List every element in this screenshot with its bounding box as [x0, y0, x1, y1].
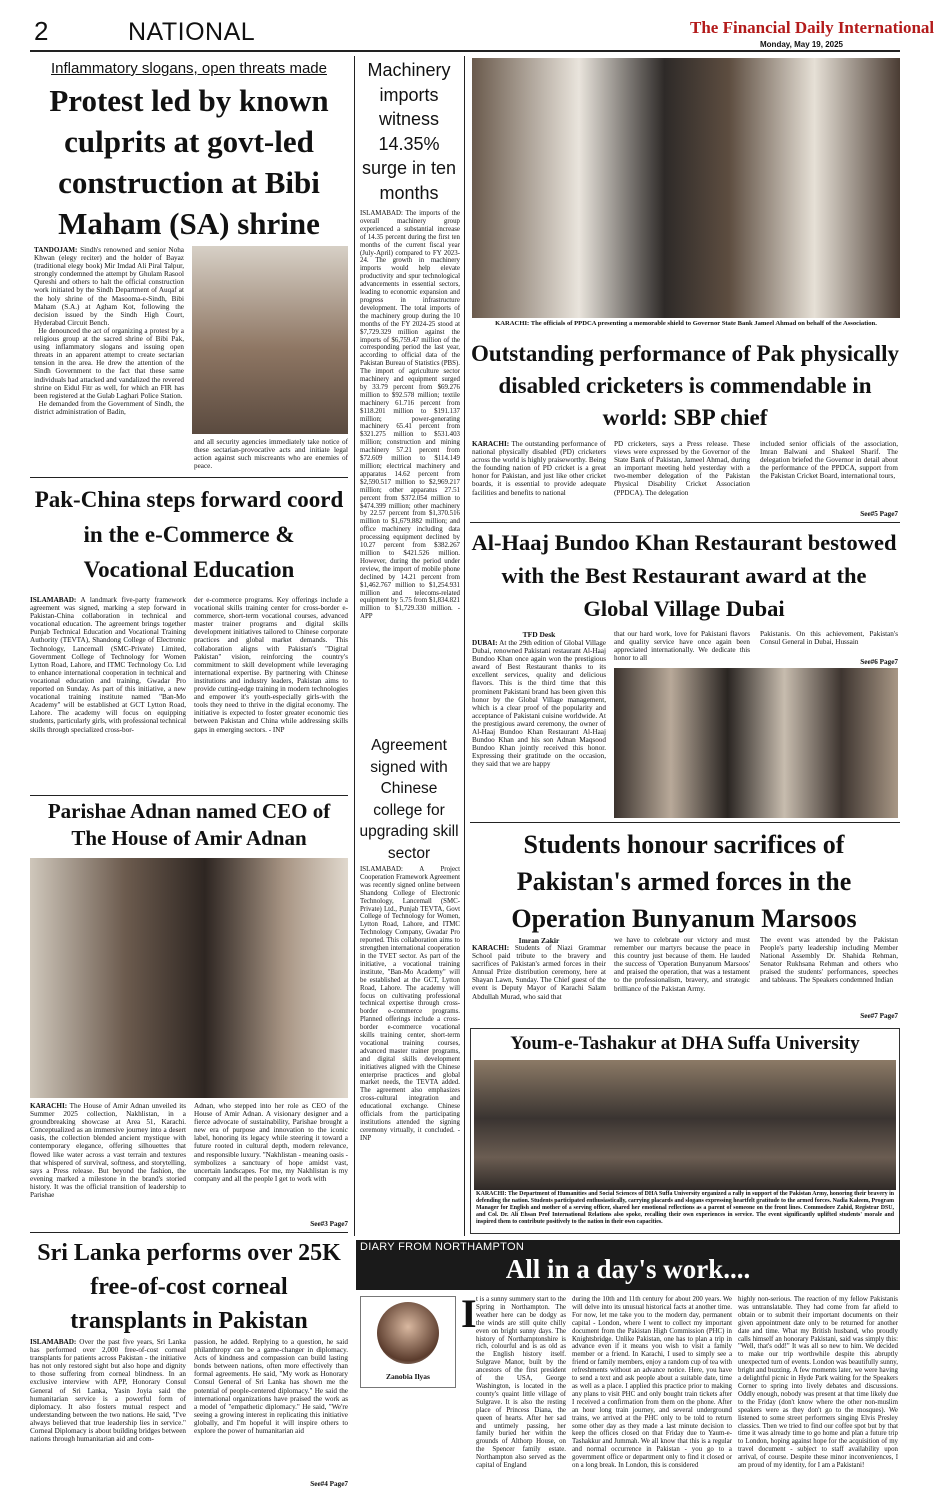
headline: Sri Lanka performs over 25K free-of-cost corneal transplants in Pakistan: [37, 1240, 341, 1334]
shield-ceremony-photo: [472, 58, 900, 318]
article-body: included senior officials of the association, Imran Balwani and Shakeel Sharif. The delegation briefed the Governor in detail about the performance of the PPDCA, support from the Pakistan Cricket Board, international tours,: [760, 440, 898, 481]
paragraph: Over the past five years, Sri Lanka has performed over 2,000 free-of-cost corneal transplants for patients across Pakistan - the initiative has not only restored sight but also hope and dignity to those suffering from corneal blindness. In an exclusive interview with APP, Honorary Consul General of Sri Lanka, Yasin Joyia said the humanitarian service is a powerful form of diplomacy. It also fosters mutual respect and understanding between the two nations. He said, "I've always believed that true leadership lies in service." Corneal Diplomacy is about building bridges between nations through humanitarian aid and com-: [30, 1338, 186, 1444]
article-body: Pakistanis. On this achievement, Pakistan's Consul General in Dubai, Hussain: [760, 630, 898, 647]
byline: Imran Zakir: [518, 936, 560, 945]
dateline: DUBAI:: [472, 639, 498, 647]
article-body: PD cricketers, says a Press release. These views were expressed by the Governor of the State Bank of Pakistan, Jameel Ahmad, during an important meeting held yesterday with a two-member delegation of the Pakistan Physical Disability Cricket Association (PPDCA). The delegation: [614, 440, 750, 497]
headline: Agreement signed with Chinese college for upgrading skill sector: [359, 737, 459, 862]
dateline: ISLAMABAD:: [30, 596, 77, 604]
paragraph: Students of Niazi Grammar School paid tribute to the bravery and sacrifices of Pakistan's armed forces in their Annual Prize distribution ceremony, here at Shayan Lawn, Sunday. The Chief guest of the event is Deputy Mayor of Karachi Salam Abdullah Murad, who said that: [472, 944, 606, 1001]
rally-group-photo: [474, 1060, 896, 1190]
article-body: [472, 639, 606, 819]
kicker: DIARY FROM NORTHAMPTON: [360, 1241, 525, 1253]
paragraph: The outstanding performance of national physically disabled (PD) cricketers across the world is highly praiseworthy. Being the founding nation of PD cricket is a great honor for Pakistan, and just like other cricket boards, it is essential to provide adequate facilities and benefits to national: [472, 440, 606, 497]
portrait-photo: [192, 246, 348, 434]
continued-label: See#3 Page7: [310, 1220, 348, 1228]
paragraph: He denounced the act of organizing a protest by a religious group at the sacred shrine of Bibi Pak, using inflammatory slogans and issuing open threats in an apparent attempt to create sectarian tension in the area. He drew the attention of the Sindh Government to the fact that these same individuals had attacked and vandalized the revered shrine on Eidul Fitr as well, for which an FIR has been registered at the Gulab Laghari Police Station.: [34, 326, 184, 400]
drop-cap: I: [461, 1291, 477, 1336]
paragraph: At the 29th edition of Global Village Dubai, renowned Pakistani restaurant Al-Haaj Bundoo Khan once again won the prestigious award of Best Restaurant thanks to its excellent services, quality and delicious flavors. This is the third time that this prominent Pakistani brand has been given this honor by the Global Village management, which is a clear proof of the popularity and acceptance of Pakistani cuisine worldwide. At the prestigious award ceremony, the owner of Al-Haaj Bundoo Khan Restaurant Al-Haaj Bundoo Khan and his son Adnan Maqsood Bundoo Khan jointly received this honor. Expressing their gratitude on the occasion, they said that we are happy: [472, 639, 606, 769]
paragraph: The House of Amir Adnan unveiled its Summer 2025 collection, Nakhlistan, in a groundbreaking showcase at Area 51, Karachi. Conceptualized as an immersive journey into a desert oasis, the collection blended ancient mystique with contemporary elegance, offering silhouettes that flowed like water across a vast terrain and textures that whispered of survival, softness, and storytelling, says a Press release. But beyond the fashion, the evening marked a milestone in the brand's storied history. It was the official transition of leadership to Parishae: [30, 1102, 186, 1200]
headline: Youm-e-Tashakur at DHA Suffa University: [510, 1033, 860, 1054]
headline: Outstanding performance of Pak physically disabled cricketers is commendable in world: SBP chief: [470, 341, 900, 430]
article-body: ISLAMABAD: The imports of the overall machinery group experienced a substantial increase of 14.35 percent during the first ten months of the current fiscal year (July-April) compared to FY 2023-24. The growth in machinery imports would help elevate productivity and spur technological advancements in essential sectors, leading to economic expansion and progress in infrastructure development. The total imports of the machinery group during the 10 months of the FY 2024-25 stood at $7,729.329 million against the imports of $6,759.47 million of the corresponding period the last year, according to official data of the Pakistan Bureau of Statistics (PBS). The import of agriculture sector machinery and equipment surged by 33.79 percent from $69.276 million to $92.578 million; textile machinery 61.716 percent from $118.201 million to $191.137 million; power-generating machinery 65.41 percent from $321.275 million to $531.403 million; construction and mining machinery 57.21 percent from $72.609 million to $114.149 million; electrical machinery and apparatus 14.62 percent from $2,590.517 million to $2,969.217 million; other apparatus 27.51 percent from $372.054 million to $474.399 million; other machinery by 22.57 percent from $1,370.516 million to $1,679.882 million; and office machinery including data processing equipment declined by 10.27 percent from $382.267 million to $421.526 million. However, during the period under review, the import of mobile phone declined by 14.21 percent from $1,462.767 million to $1,254.931 million and telecoms-related equipment by 5.75 from $1,834.821 million to $1,729.330 million. - APP: [360, 210, 460, 621]
article-body: Adnan, who stepped into her role as CEO of the House of Amir Adnan. A visionary designer and a fierce advocate of sustainability, Parishae brought a new era of purpose and innovation to the iconic label, honoring its legacy while steering it toward a future rooted in cultural depth, modern relevance, and responsible luxury. "Nakhlistan - meaning oasis - symbolizes a sanctuary of hope amidst vast, uncertain landscapes. For me, my Nakhlistan is my company and all the people I get to work with: [194, 1102, 348, 1183]
dateline: ISLAMABAD:: [30, 1338, 77, 1346]
headline: All in a day's work....: [505, 1254, 751, 1284]
article-body: [30, 1102, 186, 1230]
article-body: [30, 1338, 186, 1488]
article-body: highly non-serious. The reaction of my fellow Pakistanis was untranslatable. They had come from far afield to obtain or to submit their important documents on their given appointment date only to be returned for another date and time. What my British husband, who proudly calls himself an honorary Pakistani, said was simply this: "Well, that's odd!" It was all so new to him. We decided to make our trip worthwhile despite this abruptly unexpected turn of events. London was beautifully sunny, bright and buzzing. A few moments later, we were having a delightful picnic in Hyde Park waiting for the Speakers Corner to spring into lively debates and discussions. Oddly enough, nobody was present at that time likely due to the Friday (don't know where the other non-muslim speakers were as they don't go to the mosques). We listened to some street performers singing Elvis Presley classics. Then we tried to find our coffee spot but by that time it was already time to go home and plan a future trip to London, hoping against hope for the acquisition of my travel document - subject to staff availability upon arrival, of course. Despite these minor inconveniences, I am proud of my identity, for I am a Pakistani!: [738, 1296, 898, 1470]
headline: Protest led by known culprits at govt-led construction at Bibi Maham (SA) shrine: [49, 83, 329, 241]
dateline: KARACHI:: [472, 440, 510, 448]
article-body: [360, 1390, 566, 1490]
masthead: The Financial Daily International: [690, 18, 935, 37]
page-number: 2: [34, 16, 49, 46]
issue-date: Monday, May 19, 2025: [760, 40, 843, 49]
article-body: [34, 246, 184, 468]
photo-caption: KARACHI: The officials of PPDCA presenting a memorable shield to Governor State Bank Jameel Ahmad on behalf of the Association.: [495, 320, 877, 327]
headline: Machinery imports witness 14.35% surge in ten months: [361, 60, 457, 203]
headline: Students honour sacrifices of Pakistan's armed forces in the Operation Bunyanum Marsoos: [511, 830, 857, 933]
continued-label: See#5 Page7: [860, 510, 898, 518]
article-body: The event was attended by the Pakistan People's party leadership including Member National Assembly Dr. Shahida Rehman, Senator Rukhsana Rehman and others who praised the students' performances, speeches and tableaus. The Speakers condemned Indian: [760, 936, 898, 985]
author-name: Zanobia Ilyas: [386, 1372, 430, 1381]
kicker: Inflammatory slogans, open threats made: [51, 60, 327, 77]
paragraph: Sindh's renowned and senior Noha Khwan (elegy reciter) and the holder of Bayaz (traditional elegy book) Mir Imdad Ali Piral Talpur, strongly condemned the attempt by Ghulam Rasool Qureshi and others to halt the official construction work initiated by the Sindh Department of Auqaf at the holy shrine of the Masooma-e-Sindh, Bibi Maham (S.A.) at Agham Kot, following the decision issued by the Sindh High Court, Hyderabad Circuit Bench.: [34, 246, 184, 327]
continued-label: See#7 Page7: [860, 1012, 898, 1020]
paragraph: He demanded from the Government of Sindh, the district administration of Badin,: [34, 399, 185, 416]
paragraph: and all security agencies immediately take notice of these sectarian-provocative acts and initiate legal action against such miscreants who are enemies of peace.: [194, 438, 348, 471]
article-body: [30, 596, 186, 792]
continued-label: See#4 Page7: [310, 1480, 348, 1488]
article-body: [472, 440, 606, 518]
byline: TFD Desk: [522, 630, 556, 639]
headline: Pak-China steps forward coord in the e-Commerce & Vocational Education: [34, 487, 344, 582]
section-label: NATIONAL: [128, 18, 256, 46]
continued-label: See#6 Page7: [860, 658, 898, 666]
award-ceremony-photo: [614, 668, 898, 818]
dateline: KARACHI:: [30, 1102, 68, 1110]
article-body: [472, 944, 606, 1022]
headline: Al-Haaj Bundoo Khan Restaurant bestowed with the Best Restaurant award at the Global Village Dubai: [471, 530, 897, 621]
paragraph: A landmark five-party framework agreement was signed, marking a step forward in Pakistan-China collaboration in technical and vocational education. The agreement brings together Punjab Technical Education and Vocational Training Authority (TEVTA), Shandong College of Electronic Technology, Lancemall (SMC-Private) Limited, Government College of Technology for Women Lytton Road, Lahore, and ITMC Technology Co. Ltd to enhance international cooperation in technical and vocational education and training, Gwadar Pro reported on Sunday. As part of this initiative, a new vocational training institute named "Ban-Mo Academy" will be established at GCT Lytton Road, Lahore. The academy will focus on equipping students, particularly girls, with professional technical skills through specialized cross-bor-: [30, 596, 186, 734]
article-body: passion, he added. Replying to a question, he said philanthropy can be a game-changer in diplomacy. Acts of kindness and compassion can build lasting bonds between nations, often more effectively than formal agreements. He said, "My work as Honorary Consul General of Sri Lanka has shown me the potential of people-centered diplomacy." He said the international organizations have praised the work as a model of "empathetic diplomacy." He said, "We're seeing a growing interest in replicating this initiative globally, and I'm hopeful it will inspire others to explore the power of humanitarian aid: [194, 1338, 348, 1436]
event-photo: [30, 858, 348, 1098]
article-body: that our hard work, love for Pakistani flavors and quality service have once again been appreciated internationally. We dedicate this honor to all: [614, 630, 750, 663]
article-body: during the 10th and 11th century for about 200 years. We will delve into its unusual historical facts at another time. For now, let me take you to the modern day, permanent capital - London, where I went to collect my important document from the Pakistan High Commission (PHC) in Knightsbridge. Unlike Pakistan, one has to plan a trip in advance even if it means you wish to visit a family member or a friend. In Karachi, I used to simply see a friend or family members, enjoy a random cup of tea with refreshments without an advance notice. Here, you have to send a text and ask people about a suitable date, time as well as a place. I applied this practice prior to making any plans to visit PHC and only bought train tickets after I received a confirmation from them on the phone. After an hour long train journey, and several underground trains, we arrived at the PHC only to be told to return some other day as they made a last minute decision to keep the offices closed on that Friday due to Yaum-e-Tashakkur and Jummah. We all know that this is a regular and normal occurrence in Pakistan - you go to a government office or department only to find it closed or on a long break. In London, this is considered: [572, 1296, 732, 1470]
photo-caption: KARACHI: The Department of Humanities and Social Sciences of DHA Suffa University organized a rally in support of the Pakistan Army, honoring their bravery in defending the nation. Students participated enthusiastically, carrying placards and slogans expressing heartfelt gratitude to the armed forces. Nadia Kaleem, Program Manager for English and mother of a serving officer, shared her emotional reflections as a parent of someone on the front lines. Commodore Zahid, Registrar DSU, and Col. Dr. Ali Ehsan Prof International Relations also spoke, recalling their own experiences in service. The event significantly uplifted students' morale and inspired them to contribute positively to the nation in their own capacities.: [476, 1191, 894, 1225]
article-body: ISLAMABAD: A Project Cooperation Framework Agreement was recently signed online between Shandong College of Electronic Technology, Lancemall (SMC-Private) Ltd., Punjab TEVTA, Govt College of Technology for Women, Lytton Road, Lahore, and ITMC Technology Company, Gwadar Pro reported. This collaboration aims to strengthen international cooperation in the TVET sector. As part of the initiative, a vocational training institute, "Ban-Mo Academy" will be established at the GCT, Lytton Road, Lahore. The academy will focus on cultivating professional technical expertise through cross-border e-commerce programs. Planned offerings include a cross-border e-commerce vocational skills training center, short-term vocational training courses, advanced master trainer programs, and digital skills development initiatives aligned with the Chinese enterprise practices and global market needs, the TEVTA added. The agreement also emphasizes cross-cultural integration and educational exchange. Chinese officials from the participating institutions attended the signing ceremony virtually, it concluded. - INP: [360, 866, 460, 1142]
dateline: TANDOJAM:: [34, 246, 78, 254]
headline: Parishae Adnan named CEO of The House of Amir Adnan: [47, 799, 331, 850]
article-body: t is a sunny summery start to the Spring in Northampton. The weather here can be dodgy as the winds are still quite chilly even on bright sunny days. The history of Northamptonshire is rich, colourful and is as old as the English history itself. Sulgrave Manor, built by the ancestors of the first president of the USA, George Washington, is located in the county's quaint little village of Sulgrave. It is also the resting place of Princess Diana, the queen of hearts. After her sad and untimely passing, her family buried her within the grounds of Althorp House, on the Spencer family estate. Northampton also served as the capital of England: [476, 1296, 566, 1470]
article-body: der e-commerce programs. Key offerings include a vocational skills training center for cross-border e-commerce, short-term vocational courses, advanced master trainer programs and digital skills development initiatives tailored to Chinese corporate practices and global market demands. This collaboration aligns with Pakistan's "Digital Pakistan" vision, reinforcing the country's commitment to skill development while leveraging international expertise. By partnering with Chinese institutions and industry leaders, Pakistan aims to provide cutting-edge training in modern technologies and empower it's youth-especially girls-with the tools they need to thrive in the digital economy. The initiative is expected to foster greater economic ties between Pakistan and China while addressing skills gaps in emerging sectors. - INP: [194, 596, 348, 734]
author-photo: [377, 1302, 439, 1364]
article-body: we have to celebrate our victory and must remember our martyrs because the peace in this country just because of them. He lauded the success of 'Operation Bunyanum Marsoos' and praised the operation, that was a testament to the professionalism, bravery, and strategic brilliance of the Pakistan Army.: [614, 936, 750, 993]
dateline: KARACHI:: [472, 944, 510, 952]
